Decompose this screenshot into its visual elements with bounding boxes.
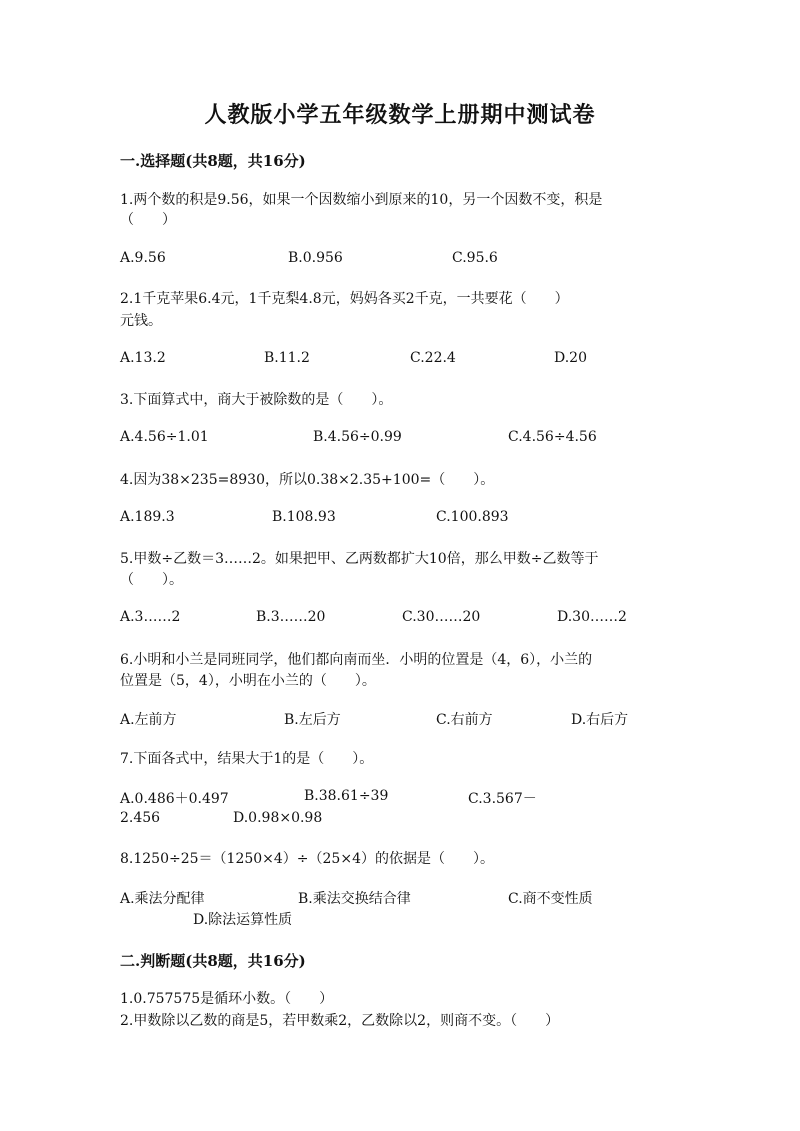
question-4-option-b: B.108.93 xyxy=(272,509,336,525)
question-2-option-b: B.11.2 xyxy=(264,350,310,366)
question-6-line-1: 6.小明和小兰是同班同学，他们都向南而坐．小明的位置是（4，6），小兰的 xyxy=(120,652,593,668)
question-1-line-1: 1.两个数的积是9.56，如果一个因数缩小到原来的10，另一个因数不变，积是 xyxy=(120,192,603,208)
question-2-option-d: D.20 xyxy=(554,350,587,366)
question-1-line-2: （ ） xyxy=(120,212,176,228)
question-7-option-b: B.38.61÷39 xyxy=(304,788,389,804)
section-heading-judgement: 二.判断题(共8题，共16分) xyxy=(120,952,306,970)
question-5-line-1: 5.甲数÷乙数＝3……2。如果把甲、乙两数都扩大10倍，那么甲数÷乙数等于 xyxy=(120,551,599,567)
question-8-option-b: B.乘法交换结合律 xyxy=(298,891,411,907)
question-2-option-c: C.22.4 xyxy=(410,350,456,366)
question-7-option-a: A.0.486＋0.497 xyxy=(120,791,229,807)
judgement-question-1: 1.0.757575是循环小数。（ ） xyxy=(120,991,334,1007)
question-2-line-1: 2.1千克苹果6.4元，1千克梨4.8元，妈妈各买2千克，一共要花（ ） xyxy=(120,291,569,307)
question-2-option-a: A.13.2 xyxy=(120,350,166,366)
page-title: 人教版小学五年级数学上册期中测试卷 xyxy=(204,102,596,128)
question-8-option-c: C.商不变性质 xyxy=(508,891,593,907)
section-heading-choice: 一.选择题(共8题，共16分) xyxy=(120,152,306,170)
question-6-option-c: C.右前方 xyxy=(436,712,493,728)
question-2-line-2: 元钱。 xyxy=(120,313,162,329)
question-3-option-c: C.4.56÷4.56 xyxy=(508,429,597,445)
question-6-option-b: B.左后方 xyxy=(284,712,341,728)
judgement-question-2: 2.甲数除以乙数的商是5，若甲数乘2，乙数除以2，则商不变。（ ） xyxy=(120,1013,560,1029)
question-7-option-c: C.3.567－ xyxy=(468,791,537,807)
question-8-option-d: D.除法运算性质 xyxy=(193,912,293,928)
question-3-option-b: B.4.56÷0.99 xyxy=(313,429,402,445)
question-6-option-a: A.左前方 xyxy=(120,712,177,728)
question-3-line-1: 3.下面算式中，商大于被除数的是（ ）。 xyxy=(120,392,393,408)
question-8-line-1: 8.1250÷25＝（1250×4）÷（25×4）的依据是（ ）。 xyxy=(120,851,494,867)
question-1-option-a: A.9.56 xyxy=(120,250,166,266)
question-4-option-c: C.100.893 xyxy=(436,509,509,525)
question-8-option-a: A.乘法分配律 xyxy=(120,891,205,907)
question-6-line-2: 位置是（5，4），小明在小兰的（ ）。 xyxy=(120,673,376,689)
question-6-option-d: D.右后方 xyxy=(571,712,629,728)
question-5-option-a: A.3……2 xyxy=(120,609,181,625)
question-5-option-d: D.30……2 xyxy=(557,609,627,625)
question-7-line-1: 7.下面各式中，结果大于1的是（ ）。 xyxy=(120,751,374,767)
question-7-option-d: D.0.98×0.98 xyxy=(233,810,323,826)
question-1-option-c: C.95.6 xyxy=(452,250,498,266)
question-7-option-c-continued: 2.456 xyxy=(120,810,161,826)
question-4-line-1: 4.因为38×235=8930，所以0.38×2.35+100=（ ）。 xyxy=(120,472,495,488)
question-3-option-a: A.4.56÷1.01 xyxy=(120,429,209,445)
question-1-option-b: B.0.956 xyxy=(288,250,343,266)
question-4-option-a: A.189.3 xyxy=(120,509,175,525)
question-5-line-2: （ ）。 xyxy=(120,572,183,588)
question-5-option-b: B.3……20 xyxy=(256,609,326,625)
question-5-option-c: C.30……20 xyxy=(402,609,481,625)
